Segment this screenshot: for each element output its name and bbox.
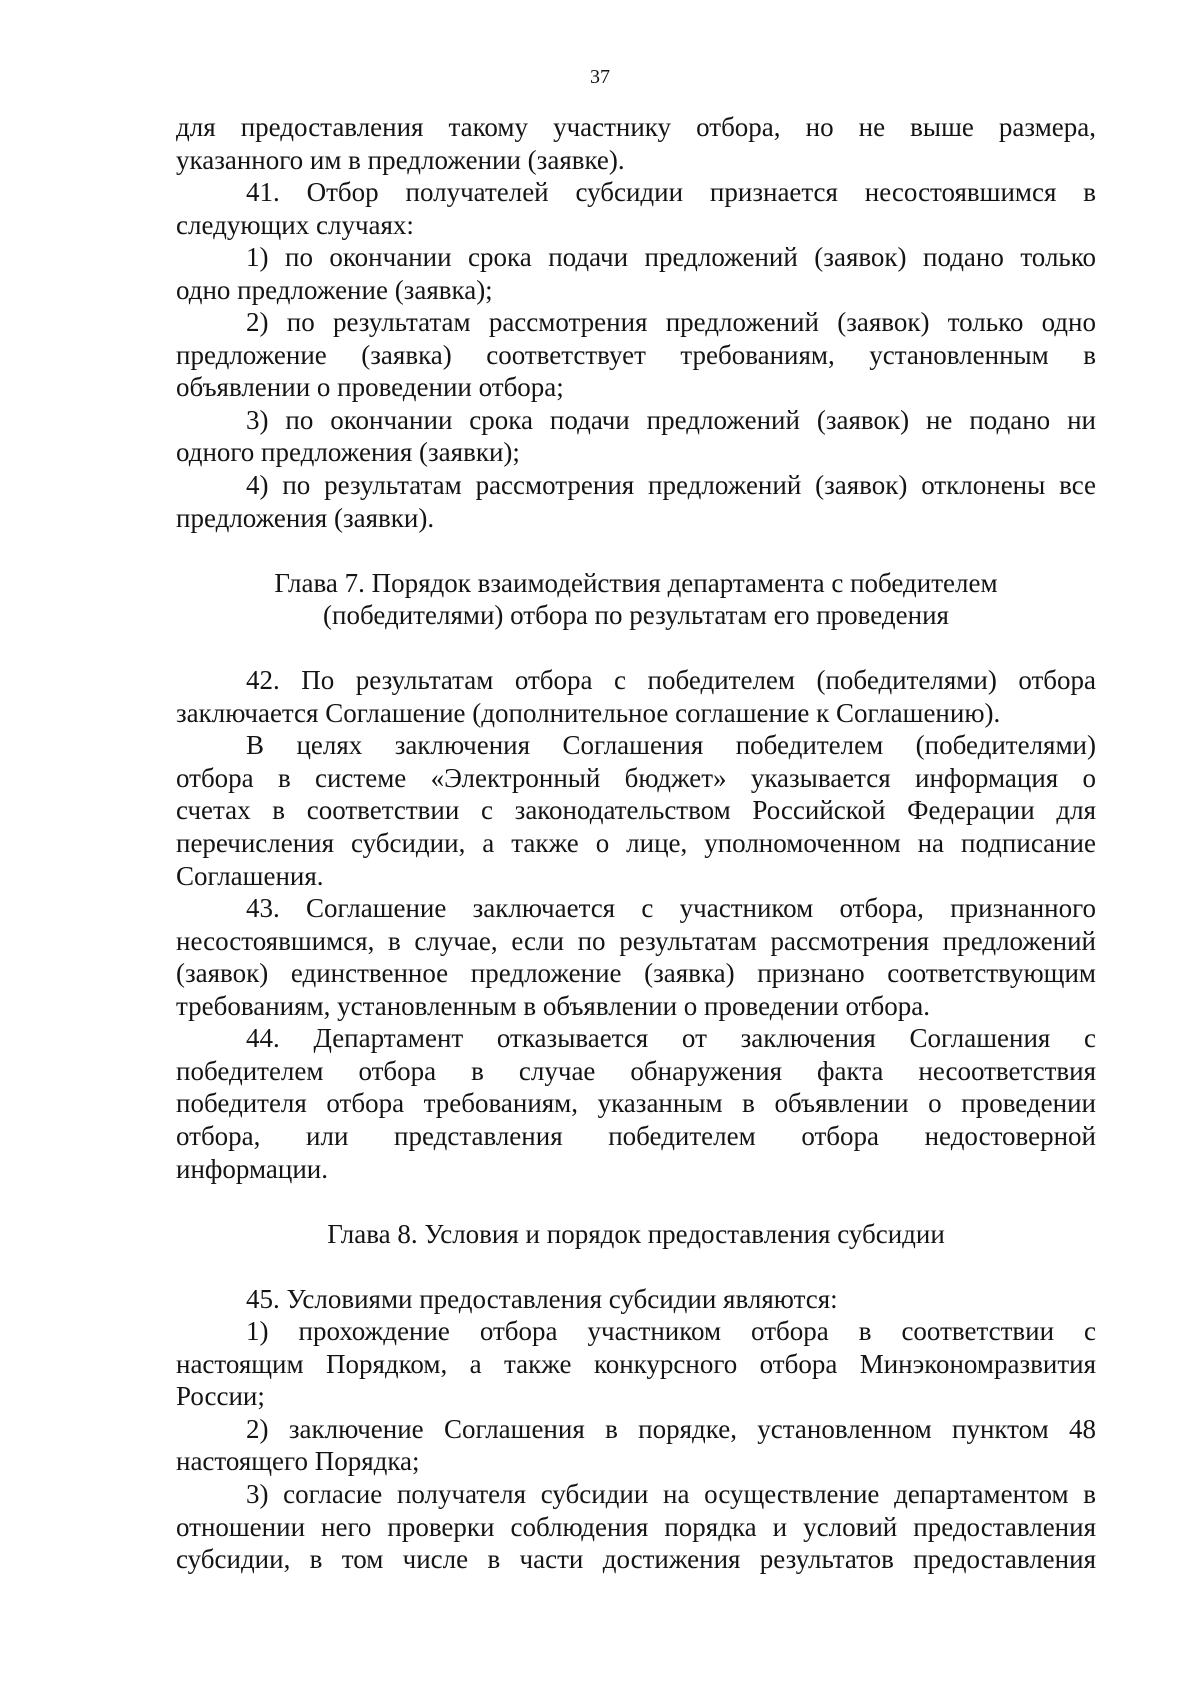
paragraph bbox=[176, 1315, 1096, 1413]
paragraph bbox=[176, 892, 1096, 1022]
text-line: информации. bbox=[176, 1153, 328, 1184]
text-line: 4) по результатам рассмотрения предложений (заявок) отклонены все bbox=[246, 470, 1096, 501]
text-line: 2) по результатам рассмотрения предложений (заявок) только одно bbox=[246, 307, 1096, 338]
text-line: объявлении о проведении отбора; bbox=[176, 372, 564, 403]
paragraph bbox=[176, 1478, 1096, 1576]
text-line: 3) согласие получателя субсидии на осуществление департаментом в bbox=[246, 1478, 1096, 1509]
heading-line: Глава 8. Условия и порядок предоставления субсидии bbox=[327, 1218, 945, 1249]
text-line: несостоявшимся, в случае, если по результатам рассмотрения предложений bbox=[176, 925, 1096, 956]
text-line: одного предложения (заявки); bbox=[176, 437, 520, 468]
text-line: требованиям, установленным в объявлении о проведении отбора. bbox=[176, 990, 930, 1021]
text-line: счетах в соответствии с законодательством Российской Федерации для bbox=[176, 795, 1096, 826]
text-line: предложение (заявка) соответствует требованиям, установленным в bbox=[176, 339, 1096, 370]
text-line: 44. Департамент отказывается от заключения Соглашения с bbox=[246, 1023, 1096, 1054]
text-line: настоящего Порядка; bbox=[176, 1446, 420, 1477]
text-line: В целях заключения Соглашения победителем (победителями) bbox=[246, 730, 1096, 761]
paragraph bbox=[176, 241, 1096, 306]
text-line: следующих случаях: bbox=[176, 209, 414, 240]
text-line: победителя отбора требованиям, указанным в объявлении о проведении bbox=[176, 1088, 1096, 1119]
paragraph bbox=[176, 176, 1096, 241]
document-body bbox=[176, 111, 1096, 1576]
text-line: 2) заключение Соглашения в порядке, установленном пунктом 48 bbox=[246, 1413, 1096, 1444]
chapter-heading bbox=[176, 1218, 1096, 1251]
text-line: перечисления субсидии, а также о лице, уполномоченном на подписание bbox=[176, 828, 1096, 859]
text-line: для предоставления такому участнику отбора, но не выше размера, bbox=[176, 112, 1096, 142]
text-line: одно предложение (заявка); bbox=[176, 274, 493, 305]
paragraph bbox=[176, 111, 1096, 176]
text-line: заключается Соглашение (дополнительное соглашение к Соглашению). bbox=[176, 697, 1001, 728]
paragraph bbox=[176, 664, 1096, 729]
paragraph bbox=[176, 469, 1096, 534]
text-line: победителем отбора в случае обнаружения факта несоответствия bbox=[176, 1055, 1096, 1086]
text-line: настоящим Порядком, а также конкурсного отбора Минэкономразвития bbox=[176, 1348, 1096, 1379]
text-line: 45. Условиями предоставления субсидии являются: bbox=[246, 1283, 838, 1314]
text-line: (заявок) единственное предложение (заявка) признано соответствующим bbox=[176, 958, 1096, 989]
text-line: субсидии, в том числе в части достижения результатов предоставления bbox=[176, 1544, 1096, 1575]
blank-line bbox=[176, 1250, 1096, 1283]
text-line: 1) прохождение отбора участником отбора в соответствии с bbox=[246, 1316, 1096, 1347]
text-line: предложения (заявки). bbox=[176, 502, 435, 533]
paragraph bbox=[176, 1283, 1096, 1316]
text-line: 1) по окончании срока подачи предложений (заявок) подано только bbox=[246, 242, 1096, 273]
text-line: указанного им в предложении (заявке). bbox=[176, 144, 625, 175]
page-number: 37 bbox=[590, 66, 610, 88]
chapter-heading bbox=[176, 567, 1096, 632]
paragraph bbox=[176, 1022, 1096, 1185]
heading-line: (победителями) отбора по результатам его проведения bbox=[323, 600, 949, 631]
paragraph bbox=[176, 404, 1096, 469]
text-line: России; bbox=[176, 1381, 265, 1412]
text-line: Соглашения. bbox=[176, 860, 324, 891]
text-line: отбора, или представления победителем отбора недостоверной bbox=[176, 1120, 1096, 1151]
text-line: 3) по окончании срока подачи предложений (заявок) не подано ни bbox=[246, 404, 1096, 435]
paragraph bbox=[176, 729, 1096, 892]
text-line: отбора в системе «Электронный бюджет» указывается информация о bbox=[176, 762, 1096, 793]
text-line: 42. По результатам отбора с победителем (победителями) отбора bbox=[246, 665, 1096, 696]
blank-line bbox=[176, 632, 1096, 665]
blank-line bbox=[176, 1185, 1096, 1218]
text-line: отношении него проверки соблюдения порядка и условий предоставления bbox=[176, 1511, 1096, 1542]
heading-line: Глава 7. Порядок взаимодействия департамента с победителем bbox=[274, 567, 998, 598]
paragraph bbox=[176, 1413, 1096, 1478]
text-line: 43. Соглашение заключается с участником отбора, признанного bbox=[246, 893, 1096, 924]
text-line: 41. Отбор получателей субсидии признается несостоявшимся в bbox=[246, 177, 1096, 208]
paragraph bbox=[176, 306, 1096, 404]
blank-line bbox=[176, 534, 1096, 567]
